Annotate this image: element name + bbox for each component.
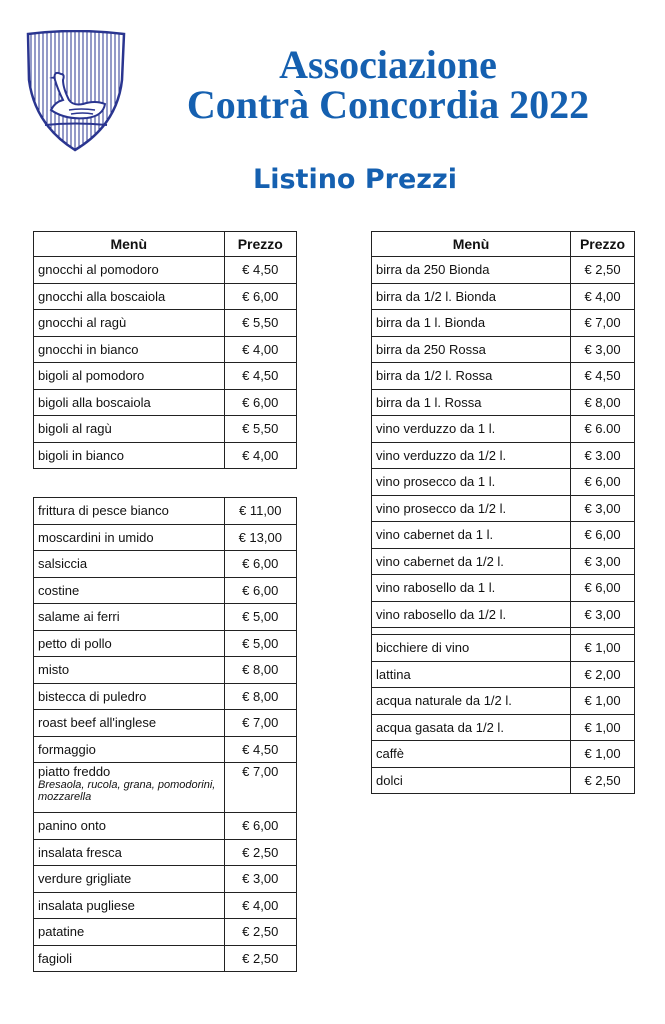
association-name-year: Contrà Concordia 2022: [186, 82, 590, 127]
item-name: birra da 1 l. Rossa: [372, 389, 571, 416]
item-price: € 6,00: [571, 522, 635, 549]
item-name: piatto freddo: [38, 764, 111, 779]
item-name: lattina: [372, 661, 571, 688]
item-price: € 8,00: [224, 683, 296, 710]
item-price: € 3,00: [224, 866, 296, 893]
item-price: € 2,00: [571, 661, 635, 688]
column-header-price: Prezzo: [571, 232, 635, 257]
table-row: [372, 469, 635, 496]
table-row: [34, 363, 297, 390]
table-row: [34, 839, 297, 866]
item-name: petto di pollo: [34, 630, 225, 657]
table-row: [34, 283, 297, 310]
item-name: costine: [34, 577, 225, 604]
item-name: moscardini in umido: [34, 524, 225, 551]
table-row: [372, 257, 635, 284]
table-row: [34, 416, 297, 443]
table-row: [372, 741, 635, 768]
item-name: dolci: [372, 767, 571, 794]
item-name: gnocchi in bianco: [34, 336, 225, 363]
table-row: [34, 710, 297, 737]
item-price: € 4,50: [571, 363, 635, 390]
table-row: [372, 495, 635, 522]
page-title: Listino Prezzi: [253, 164, 457, 195]
table-row: [372, 389, 635, 416]
item-price: € 3,00: [571, 336, 635, 363]
table-header-row: [34, 232, 297, 257]
item-price: € 4,00: [224, 892, 296, 919]
item-name: birra da 1 l. Bionda: [372, 310, 571, 337]
item-name: caffè: [372, 741, 571, 768]
spacer-cell: [372, 628, 571, 635]
item-name: roast beef all'inglese: [34, 710, 225, 737]
item-name: vino prosecco da 1 l.: [372, 469, 571, 496]
table-row: [34, 919, 297, 946]
item-price: € 6,00: [224, 577, 296, 604]
item-price: € 3.00: [571, 442, 635, 469]
item-price: € 7,00: [571, 310, 635, 337]
item-price: € 3,00: [571, 495, 635, 522]
item-price: € 4,50: [224, 363, 296, 390]
item-name: formaggio: [34, 736, 225, 763]
table-row: [372, 310, 635, 337]
item-price: € 8,00: [224, 657, 296, 684]
item-name: birra da 250 Rossa: [372, 336, 571, 363]
item-price: € 4,00: [571, 283, 635, 310]
item-price: € 6,00: [224, 551, 296, 578]
item-price: € 7,00: [224, 710, 296, 737]
item-name: vino prosecco da 1/2 l.: [372, 495, 571, 522]
item-name: vino verduzzo da 1 l.: [372, 416, 571, 443]
item-name: verdure grigliate: [34, 866, 225, 893]
table-row: [34, 442, 297, 469]
column-header-price: Prezzo: [224, 232, 296, 257]
item-name: acqua gasata da 1/2 l.: [372, 714, 571, 741]
table-row: [34, 389, 297, 416]
item-name: bigoli in bianco: [34, 442, 225, 469]
item-price: € 5,50: [224, 310, 296, 337]
item-name: vino rabosello da 1/2 l.: [372, 601, 571, 628]
item-name: frittura di pesce bianco: [34, 498, 225, 525]
item-price: € 5,50: [224, 416, 296, 443]
item-name: gnocchi al pomodoro: [34, 257, 225, 284]
table-row: [372, 548, 635, 575]
item-price: € 5,00: [224, 630, 296, 657]
table-row: [34, 310, 297, 337]
item-price: € 4,00: [224, 442, 296, 469]
table-spacer: [372, 628, 635, 635]
item-price: € 6.00: [571, 416, 635, 443]
menu-table-main: [33, 497, 297, 972]
item-price: € 6,00: [571, 469, 635, 496]
table-row: [372, 714, 635, 741]
table-header-row: [372, 232, 635, 257]
item-price: € 11,00: [224, 498, 296, 525]
item-name: insalata fresca: [34, 839, 225, 866]
item-name: misto: [34, 657, 225, 684]
table-row: [34, 551, 297, 578]
item-price: € 2,50: [224, 945, 296, 972]
item-name: vino cabernet da 1/2 l.: [372, 548, 571, 575]
item-name: birra da 1/2 l. Bionda: [372, 283, 571, 310]
table-row: [34, 336, 297, 363]
table-row: [34, 866, 297, 893]
item-price: € 3,00: [571, 601, 635, 628]
item-name: bicchiere di vino: [372, 635, 571, 662]
table-row: [372, 363, 635, 390]
item-name: birra da 1/2 l. Rossa: [372, 363, 571, 390]
item-name: bigoli al pomodoro: [34, 363, 225, 390]
table-row: [34, 257, 297, 284]
item-price: € 2,50: [224, 919, 296, 946]
item-name: insalata pugliese: [34, 892, 225, 919]
table-row: [372, 283, 635, 310]
table-row: [372, 661, 635, 688]
item-name: patatine: [34, 919, 225, 946]
table-row: [372, 442, 635, 469]
table-row: [372, 522, 635, 549]
item-price: € 13,00: [224, 524, 296, 551]
item-price: € 5,00: [224, 604, 296, 631]
item-price: € 6,00: [224, 283, 296, 310]
item-price: € 4,50: [224, 736, 296, 763]
table-row: [34, 945, 297, 972]
item-price: € 1,00: [571, 741, 635, 768]
spacer-cell: [571, 628, 635, 635]
item-name: bistecca di puledro: [34, 683, 225, 710]
table-row: [372, 767, 635, 794]
column-header-item: Menù: [34, 232, 225, 257]
table-row: [34, 892, 297, 919]
item-price: € 4,00: [224, 336, 296, 363]
table-row: [372, 416, 635, 443]
item-name: salsiccia: [34, 551, 225, 578]
item-price: € 7,00: [224, 763, 296, 813]
association-name: Associazione: [279, 42, 497, 87]
swan-shield-icon: [25, 30, 127, 152]
item-name: fagioli: [34, 945, 225, 972]
item-name: bigoli al ragù: [34, 416, 225, 443]
table-row: [372, 688, 635, 715]
table-row: [34, 683, 297, 710]
item-price: € 1,00: [571, 714, 635, 741]
item-price: € 2,50: [571, 767, 635, 794]
item-note: Bresaola, rucola, grana, pomodorini, mozzarella: [38, 779, 216, 803]
item-price: € 3,00: [571, 548, 635, 575]
item-price: € 1,00: [571, 688, 635, 715]
item-name: salame ai ferri: [34, 604, 225, 631]
table-row: [372, 635, 635, 662]
table-row: [372, 601, 635, 628]
item-name: gnocchi alla boscaiola: [34, 283, 225, 310]
item-name: acqua naturale da 1/2 l.: [372, 688, 571, 715]
table-row: [34, 498, 297, 525]
item-name-with-note: [34, 763, 225, 813]
table-row: [34, 657, 297, 684]
item-price: € 6,00: [571, 575, 635, 602]
item-price: € 6,00: [224, 813, 296, 840]
table-row: [34, 604, 297, 631]
table-row: [34, 630, 297, 657]
item-name: vino verduzzo da 1/2 l.: [372, 442, 571, 469]
item-name: bigoli alla boscaiola: [34, 389, 225, 416]
table-row: [34, 577, 297, 604]
item-price: € 6,00: [224, 389, 296, 416]
table-row: [372, 575, 635, 602]
table-row: [34, 763, 297, 813]
item-name: panino onto: [34, 813, 225, 840]
item-price: € 2,50: [224, 839, 296, 866]
item-name: birra da 250 Bionda: [372, 257, 571, 284]
column-header-item: Menù: [372, 232, 571, 257]
item-price: € 1,00: [571, 635, 635, 662]
table-row: [34, 736, 297, 763]
item-name: vino cabernet da 1 l.: [372, 522, 571, 549]
menu-table-drinks: [371, 231, 635, 794]
menu-table-pasta: [33, 231, 297, 469]
item-price: € 2,50: [571, 257, 635, 284]
table-row: [34, 524, 297, 551]
table-row: [34, 813, 297, 840]
item-price: € 8,00: [571, 389, 635, 416]
table-row: [372, 336, 635, 363]
item-price: € 4,50: [224, 257, 296, 284]
item-name: gnocchi al ragù: [34, 310, 225, 337]
item-name: vino rabosello da 1 l.: [372, 575, 571, 602]
